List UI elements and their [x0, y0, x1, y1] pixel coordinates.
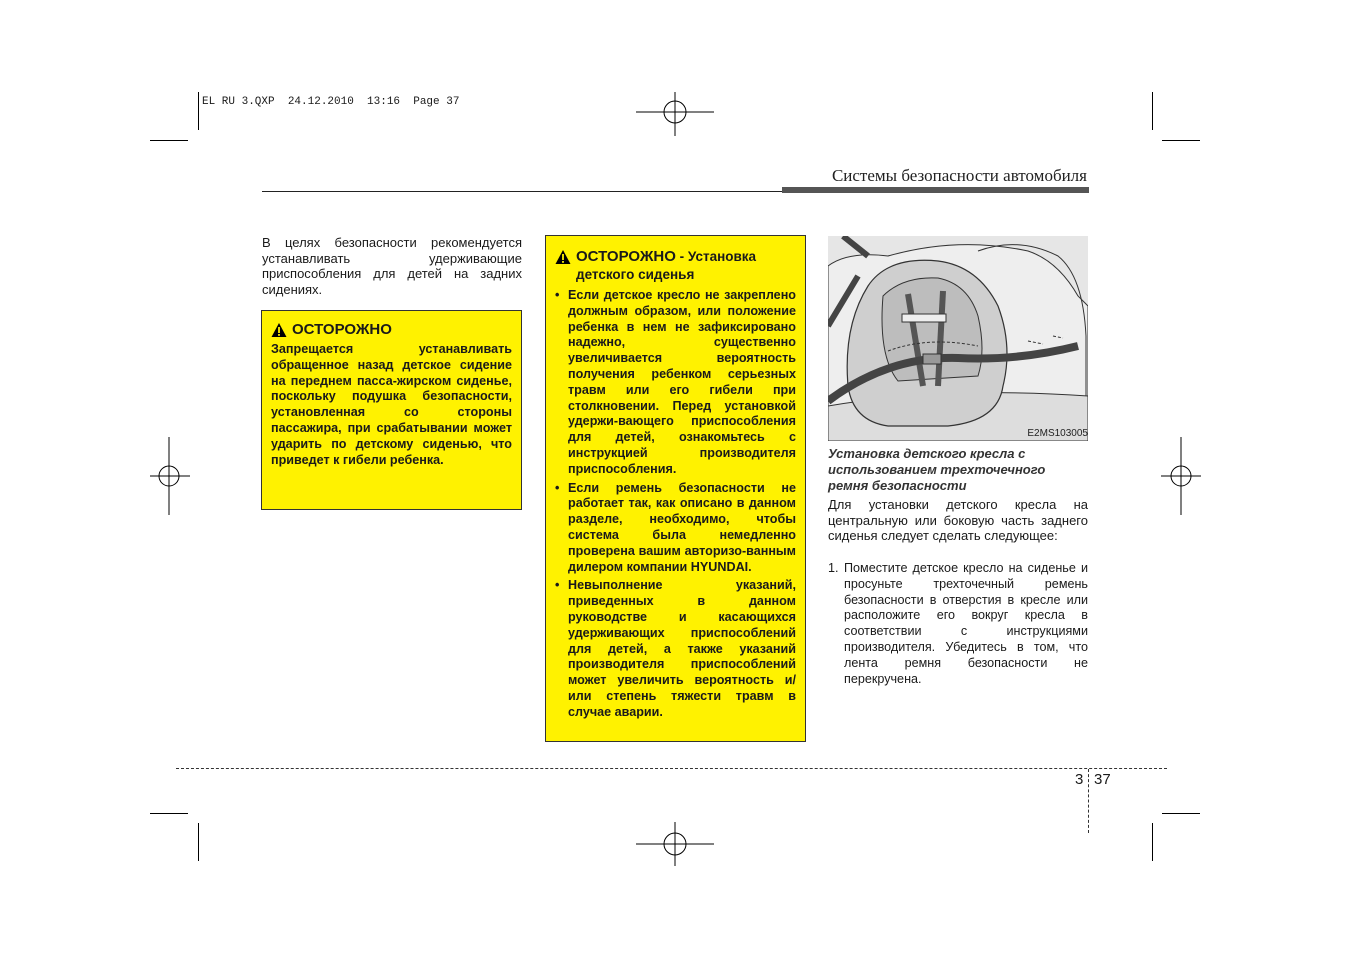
footer-rule: [176, 768, 1167, 769]
image-code: E2MS103005: [1027, 428, 1088, 439]
warning-box-child-seat: [545, 235, 806, 742]
instruction-intro: Для установки детского кресла на центральную или боковую часть заднего сиденья следует сделать следующее:: [828, 497, 1088, 543]
warning-title: [271, 321, 512, 338]
crop-mark: [198, 92, 199, 130]
crop-mark: [1152, 92, 1153, 130]
instruction-steps: [828, 561, 1088, 687]
crop-mark: [1162, 813, 1200, 814]
warning-title-text: ОСТОРОЖНО: [292, 321, 392, 338]
print-slug: EL RU 3.QXP 24.12.2010 13:16 Page 37: [202, 96, 460, 108]
list-item: • Если детское кресло не закреплено должным образом, или положение ребенка в нем не зафиксировано надежно, существенно увеличивается вероятность получения ребенком серьезных травм или его гибели при столкновении. Перед установкой удержи-вающего приспособления для детей, ознакомьтесь с инструкцией производителя приспособления.: [555, 288, 796, 478]
header-bar: [782, 187, 1089, 193]
crop-mark: [1162, 140, 1200, 141]
list-item: [828, 561, 1088, 687]
warning-triangle-icon: [555, 249, 571, 265]
crop-mark: [198, 823, 199, 861]
step-text: Поместите детское кресло на сиденье и просуньте трехточечный ремень безопасности в отверстия в кресле или расположите его вокруг кресла в соответствии с инструкциями производителя. Убедитесь в том, что лента ремня безопасности не перекручена.: [844, 561, 1088, 686]
crop-mark: [1152, 823, 1153, 861]
child-seat-drawing: [828, 236, 1088, 441]
image-caption: Установка детского кресла с использованием трехточечного ремня безопасности: [828, 446, 1046, 493]
child-seat-illustration: [828, 236, 1088, 441]
chapter-number: 3: [1075, 771, 1084, 788]
crop-mark: [150, 140, 188, 141]
warning-title-rest: - Установка детского сиденья: [576, 249, 757, 282]
list-item: • Невыполнение указаний, приведенных в данном руководстве и касающихся удерживающих приспособлений для детей, а также указаний производителя приспособлений может увеличить вероятность и/или степень тяжести травм в случае аварии.: [555, 578, 796, 720]
warning-box-front-seat: [261, 310, 522, 510]
section-title: Системы безопасности автомобиля: [831, 166, 1087, 185]
page-number: 37: [1094, 771, 1111, 788]
intro-paragraph: В целях безопасности рекомендуется устанавливать удерживающие приспособления для детей на задних сидениях.: [262, 235, 522, 297]
warning-title-text: [576, 248, 796, 284]
step-number: 1.: [828, 561, 839, 575]
warning-title: [555, 248, 796, 284]
header-rule: [262, 191, 782, 192]
warning-title-bold: ОСТОРОЖНО: [576, 248, 676, 265]
footer-divider: [1088, 769, 1089, 833]
registration-mark-icon: [1161, 437, 1201, 515]
registration-mark-icon: [636, 822, 714, 866]
warning-triangle-icon: [271, 322, 287, 338]
crop-mark: [150, 813, 188, 814]
registration-mark-icon: [150, 437, 190, 515]
registration-mark-icon: [636, 92, 714, 136]
warning-bullet-list: [555, 288, 796, 721]
list-item: • Если ремень безопасности не работает так, как описано в данном разделе, необходимо, чтобы система была немедленно проверена вашим авторизо-ванным дилером компании HYUNDAI.: [555, 481, 796, 576]
warning-text: Запрещается устанавливать обращенное назад детское сидение на переднем пасса-жирском сиденье, поскольку подушка безопасности, установленная со стороны пассажира, при срабатывании может ударить по детскому сиденью, что приведет к гибели ребенка.: [271, 342, 512, 467]
